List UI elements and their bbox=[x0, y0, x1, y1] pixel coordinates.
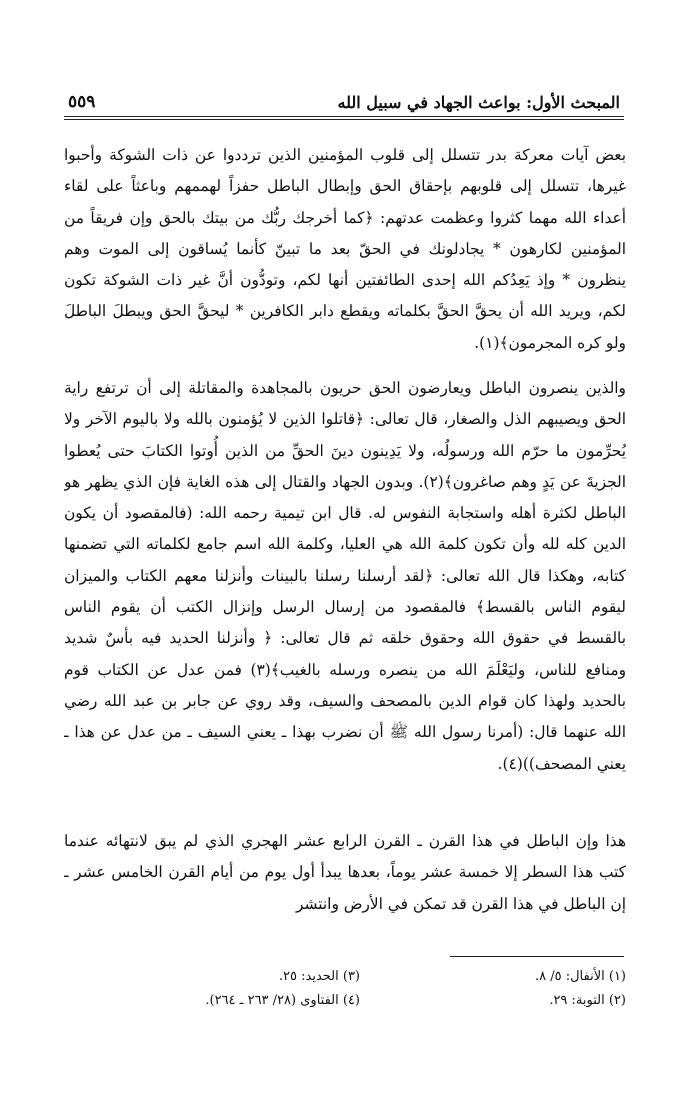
paragraph-1: بعض آيات معركة بدر تتسلل إلى قلوب المؤمنين الذين ترددوا عن ذات الشوكة وأحبوا غيرها، تتسلل إلى قلوبهم بإحقاق الحق وإبطال الباطل حفزاً لهممهم وباعثاً على لقاء أعداء الله مهما كثروا وعظمت عدتهم: ﴿كما أخرجك ربُّك من بيتك بالحق وإن فريقاً من المؤمنين لكارهون * يجادلونك في الحقّ بعد ما تبينّ كأنما يُساقون إلى الموت وهم ينظرون * وإذ يَعِدُكم الله إحدى الطائفتين أنها لكم، وتودُّون أنَّ غير ذات الشوكة تكون لكم، ويريد الله أن يحقَّ الحقَّ بكلماته ويقطع دابر الكافرين * ليحقَّ الحق ويبطلَ الباطلَ ولو كره المجرمون﴾(١). bbox=[64, 146, 626, 352]
footnote-1: (١) الأنفال: ٥/ ٨. bbox=[534, 969, 626, 984]
header-rule bbox=[64, 116, 624, 120]
paragraph-2: والذين ينصرون الباطل ويعارضون الحق حريون بالمجاهدة والمقاتلة إلى أن ترتفع راية الحق ويصيبهم الذل والصغار، قال تعالى: ﴿قاتلوا الذين لا يُؤمنون بالله ولا باليوم الآخر ولا يُحرِّمون ما حرّم الله ورسولُه، ولا يَدِينون دينَ الحقِّ من الذين أُوتوا الكتابَ حتى يُعطوا الجزيةَ عن يَدٍ وهم صاغرون﴾(٢). وبدون الجهاد والقتال إلى هذه الغاية فإن الذي يظهر هو الباطل لكثرة أهله واستجابة النفوس له. قال ابن تيمية رحمه الله: (فالمقصود أن يكون الدين كله لله وأن تكون كلمة الله هي العليا، وكلمة الله اسم جامع لكلماته التي تضمنها كتابه، وهكذا قال الله تعالى: ﴿لقد أرسلنا رسلنا بالبينات وأنزلنا معهم الكتاب والميزان ليقوم الناس بالقسط﴾ فالمقصود من إرسال الرسل وإنزال الكتب أن يقوم الناس بالقسط في حقوق الله وحقوق خلقه ثم قال تعالى: ﴿ وأنزلنا الحديد فيه بأسٌ شديد ومنافع للناس، وليَعْلَمَ الله من ينصره ورسله بالغيب﴾(٣) فمن عدل عن الكتاب قوم بالحديد ولهذا كان قوام الدين بالمصحف والسيف، وقد روي عن جابر بن عبد الله رضي الله عنهما قال: (أمرنا رسول الله ﷺ أن نضرب بهذا ـ يعني السيف ـ من عدل عن هذا ـ يعني المصحف))(٤). bbox=[64, 379, 626, 773]
main-text bbox=[64, 140, 626, 920]
footnote-3: (٣) الحديد: ٢٥. bbox=[278, 969, 360, 984]
paragraph-3: هذا وإن الباطل في هذا القرن ـ القرن الرابع عشر الهجري الذي لم يبق لانتهائه عندما كتب هذا السطر إلا خمسة عشر يوماً، بعدها يبدأ أول يوم من أيام القرن الخامس عشر ـ إن الباطل في هذا القرن قد تمكن في الأرض وانتشر bbox=[64, 832, 626, 913]
chapter-title: المبحث الأول: بواعث الجهاد في سبيل الله bbox=[337, 93, 620, 112]
footnote-rule bbox=[450, 956, 624, 957]
footnote-row bbox=[64, 989, 626, 1013]
footnote-2: (٢) التوبة: ٢٩. bbox=[549, 993, 626, 1008]
footnote-4: (٤) الفتاوى (٢٨/ ٢٦٣ ـ ٢٦٤). bbox=[205, 993, 360, 1008]
page-number: ٥٥٩ bbox=[68, 92, 96, 112]
running-header bbox=[68, 82, 620, 112]
footnotes bbox=[64, 965, 626, 1013]
footnote-row bbox=[64, 965, 626, 989]
